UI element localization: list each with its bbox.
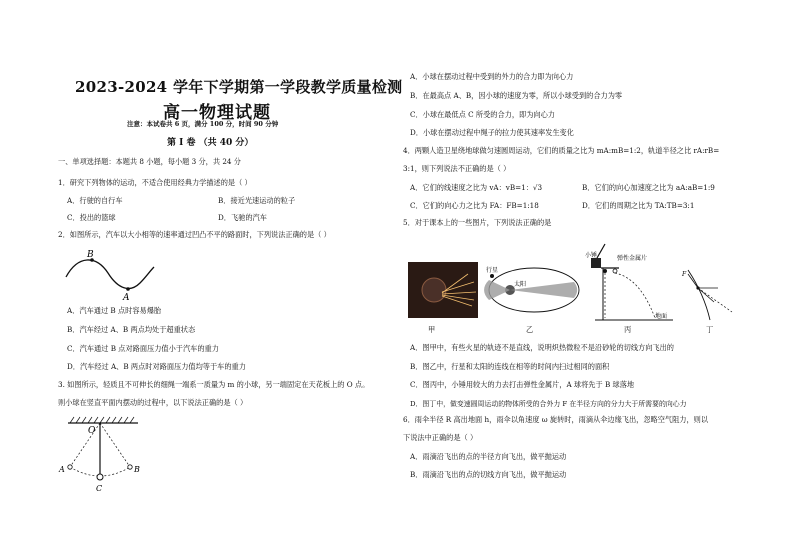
q1-option-c: C．投出的篮球: [67, 213, 116, 222]
q4-stem-2: 3:1，则下列说法不正确的是（ ）: [403, 164, 511, 173]
q5-option-b: B．图乙中，行星和太阳的连线在相等的时间内扫过相同的面积: [410, 362, 610, 371]
fig-label-yi: 乙: [526, 325, 534, 334]
exam-note: 注意：本试卷共 6 页，满分 100 分，时间 90 分钟: [127, 120, 279, 128]
q5-option-a: A．图甲中，有些火星的轨迹不是直线，说明炽热微粒不是沿砂轮的切线方向飞出的: [410, 343, 674, 352]
q6-option-a: A．雨滴沿飞出的点的半径方向飞出，做平抛运动: [410, 452, 567, 461]
q3-option-b: B．在最高点 A、B，因小球的速度为零，所以小球受到的合力为零: [410, 91, 623, 100]
q3-stem-1: 3. 如图所示，轻质且不可伸长的细绳一端系一质量为 m 的小球，另一端固定在天花板上的 O 点。: [58, 380, 370, 389]
q3-option-a: A．小球在摆动过程中受到的外力的合力即为向心力: [410, 72, 574, 81]
q6-stem-1: 6．雨伞半径 R 高出地面 h，雨伞以角速度 ω 旋转时，雨滴从伞边缘飞出，忽略空气阻力，则以: [403, 415, 709, 424]
fig-jia-grinding-wheel: [408, 262, 478, 320]
q2-option-a: A．汽车通过 B 点时容易爆胎: [67, 306, 162, 315]
q4-option-d: D．它们的周期之比为 TA:TB=3:1: [582, 201, 695, 210]
label-c: C: [96, 484, 103, 493]
road-curve: [66, 260, 154, 288]
label-o: O: [88, 426, 96, 436]
q1-stem: 1．研究下列物体的运动，不适合使用经典力学描述的是（ ）: [58, 178, 252, 187]
fig-label-jia: 甲: [428, 325, 436, 334]
fig-bing-hammer: [585, 238, 675, 324]
label-b: B: [134, 465, 140, 474]
hammer-label: 小锤: [585, 252, 598, 259]
label-a: A: [59, 465, 65, 474]
q5-stem: 5．对于课本上的一些图片，下列说法正确的是: [403, 218, 552, 227]
q4-stem-1: 4．两颗人造卫星绕地球做匀速圆周运动，它们的质量之比为 mA:mB=1:2，轨道半径之比 rA:rB=: [403, 146, 720, 155]
q4-option-a: A．它们的线速度之比为 vA：vB=1：√3: [410, 183, 543, 192]
volume-heading: 第 I 卷 （共 40 分）: [167, 138, 254, 148]
fig-ding-force: [680, 268, 740, 322]
q5-option-c: C．图丙中，小锤用较大的力去打击弹性金属片，A 球将先于 B 球落地: [410, 380, 635, 389]
q3-stem-2: 则小球在竖直平面内摆动的过程中，以下说法正确的是（ ）: [58, 398, 248, 407]
q3-option-d: D．小球在摆动过程中绳子的拉力使其速率发生变化: [410, 128, 574, 137]
ground-label: 地面: [655, 313, 668, 320]
sun-label: 太阳: [514, 281, 527, 288]
q4-option-c: C．它们的向心力之比为 FA：FB=1:18: [410, 201, 539, 210]
q6-option-b: B．雨滴沿飞出的点的切线方向飞出，做平抛运动: [410, 470, 567, 479]
fig-label-ding: 丁: [706, 325, 714, 334]
pendulum-ball: [97, 474, 103, 480]
q5-option-d: D．图丁中，做变速圆周运动的物体所受的合外力 F 在半径方向的分力大于所需要的向心力: [410, 400, 687, 408]
q1-option-a: A．行驶的自行车: [67, 196, 123, 205]
label-b: B: [87, 250, 94, 260]
q2-option-b: B．汽车经过 A、B 两点均处于超重状态: [67, 325, 196, 334]
spring-label: 弹性金属片: [617, 255, 648, 262]
fig-yi-orbit: [484, 262, 584, 320]
exam-title: 2023-2024 学年下学期第一学段教学质量检测: [75, 78, 403, 96]
exam-subtitle: 高一物理试题: [163, 103, 271, 123]
svg-text:F: F: [682, 271, 687, 278]
planet-label: 行星: [486, 267, 499, 274]
q1-option-d: D．飞驰的汽车: [218, 213, 267, 222]
q2-road-figure: [60, 247, 160, 303]
label-a: A: [123, 293, 130, 303]
section-heading: 一、单项选择题：本题共 8 小题，每小题 3 分，共 24 分: [58, 157, 241, 166]
point-a: [126, 287, 130, 291]
q2-option-c: C．汽车通过 B 点对路面压力值小于汽车的重力: [67, 344, 219, 353]
q6-stem-2: 下说法中正确的是（ ）: [403, 433, 478, 442]
q2-stem: 2．如图所示，汽车以大小相等的速率通过凹凸不平的路面时，下列说法正确的是（ ）: [58, 230, 331, 239]
q4-option-b: B．它们的向心加速度之比为 aA:aB=1:9: [582, 183, 715, 192]
q1-option-b: B．接近光速运动的粒子: [218, 196, 296, 205]
q3-option-c: C．小球在最低点 C 所受的合力，即为向心力: [410, 110, 555, 119]
q3-pendulum-figure: [58, 413, 158, 495]
fig-label-bing: 丙: [624, 325, 632, 334]
q2-option-d: D．汽车经过 A、B 两点时对路面压力值均等于车的重力: [67, 362, 246, 371]
